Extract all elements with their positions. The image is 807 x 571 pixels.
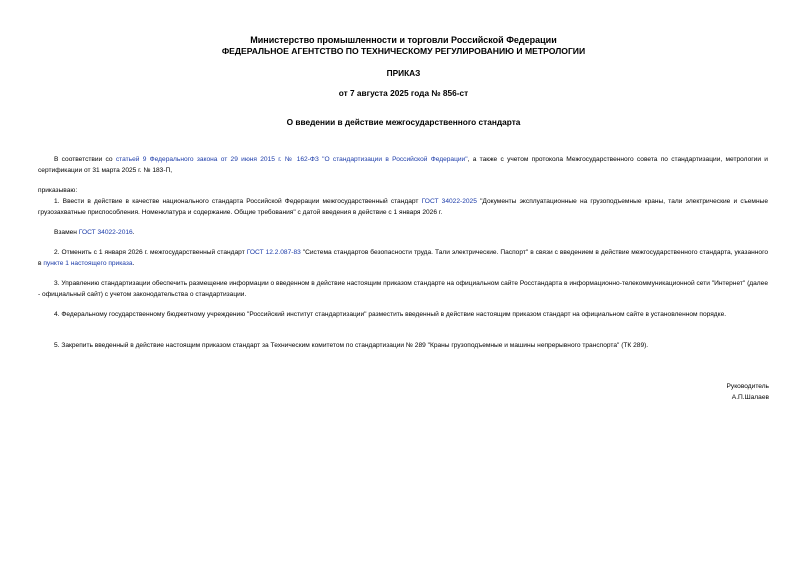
intro-text-1: В соответствии со <box>54 156 116 163</box>
document-subject: О введении в действие межгосударственного стандарта <box>286 117 521 127</box>
federal-law-link[interactable]: статьей 9 Федерального закона от 29 июня 2015 г. № 162-ФЗ "О стандартизации в Российской Федерации" <box>115 156 468 163</box>
order-word: приказываю: <box>38 187 78 194</box>
order-item-1-link[interactable]: пункте 1 настоящего приказа <box>43 259 133 267</box>
intro-text-2: , а также с учетом протокола Межгосударственного совета по стандартизации, метрологии и сертификации от 31 марта 2025 г. № 183-П, <box>38 156 768 174</box>
intro-paragraph <box>38 155 768 176</box>
signatory-name: А.П.Шалаев <box>731 394 769 401</box>
signature-block <box>727 381 769 403</box>
item-2-text-2: "Система стандартов безопасности труда. Тали электрические. Паспорт" в связи с введением в действие межгосударственного стандарта, указанного в <box>38 249 768 267</box>
replacement-paragraph <box>38 228 768 239</box>
item-1-paragraph <box>38 197 768 218</box>
item-2-text-1: 2. Отменить с 1 января 2026 г. межгосударственный стандарт <box>54 249 247 256</box>
gost-34022-2025-link[interactable]: ГОСТ 34022-2025 <box>421 198 477 205</box>
gost-34022-2016-link[interactable]: ГОСТ 34022-2016 <box>78 229 133 236</box>
item-2-text-3: . <box>132 259 135 267</box>
document-date-number: от 7 августа 2025 года № 856-ст <box>338 88 469 98</box>
document-type: ПРИКАЗ <box>386 68 421 78</box>
item-3-paragraph: 3. Управлению стандартизации обеспечить размещение информации о введенном в действие настоящим приказом стандарте на официальном сайте Росстандарта в информационно-телекоммуникационной сети "Интернет" (далее - официальный сайт) с учетом законодательства о стандартизации. <box>38 280 768 298</box>
signatory-title: Руководитель <box>726 383 769 390</box>
replace-text-1: Взамен <box>54 229 79 236</box>
item-2-paragraph <box>38 248 768 269</box>
item-1-text-2: "Документы эксплуатационные на грузоподъемные краны, тали электрические и съемные грузозахватные приспособления. Номенклатура и содержание. Общие требования" с датой введения в действие с 1 января 2026 г. <box>38 198 769 216</box>
item-4-paragraph: 4. Федеральному государственному бюджетному учреждению "Российский институт стандартизации" разместить введенный в действие настоящим приказом стандарт на официальном сайте в установленном порядке. <box>54 311 727 318</box>
ministry-name: Министерство промышленности и торговли Российской Федерации <box>250 35 557 45</box>
replace-text-2: . <box>132 229 135 236</box>
gost-12-2-087-83-link[interactable]: ГОСТ 12.2.087-83 <box>246 249 301 256</box>
item-5-paragraph: 5. Закрепить введенный в действие настоящим приказом стандарт за Техническим комитетом по стандартизации № 289 "Краны грузоподъемные и машины непрерывного транспорта" (ТК 289). <box>54 342 649 349</box>
item-1-text-1: 1. Ввести в действие в качестве национального стандарта Российской Федерации межгосударственный стандарт <box>54 198 422 205</box>
agency-name: ФЕДЕРАЛЬНОЕ АГЕНТСТВО ПО ТЕХНИЧЕСКОМУ РЕГУЛИРОВАНИЮ И МЕТРОЛОГИИ <box>221 46 586 56</box>
